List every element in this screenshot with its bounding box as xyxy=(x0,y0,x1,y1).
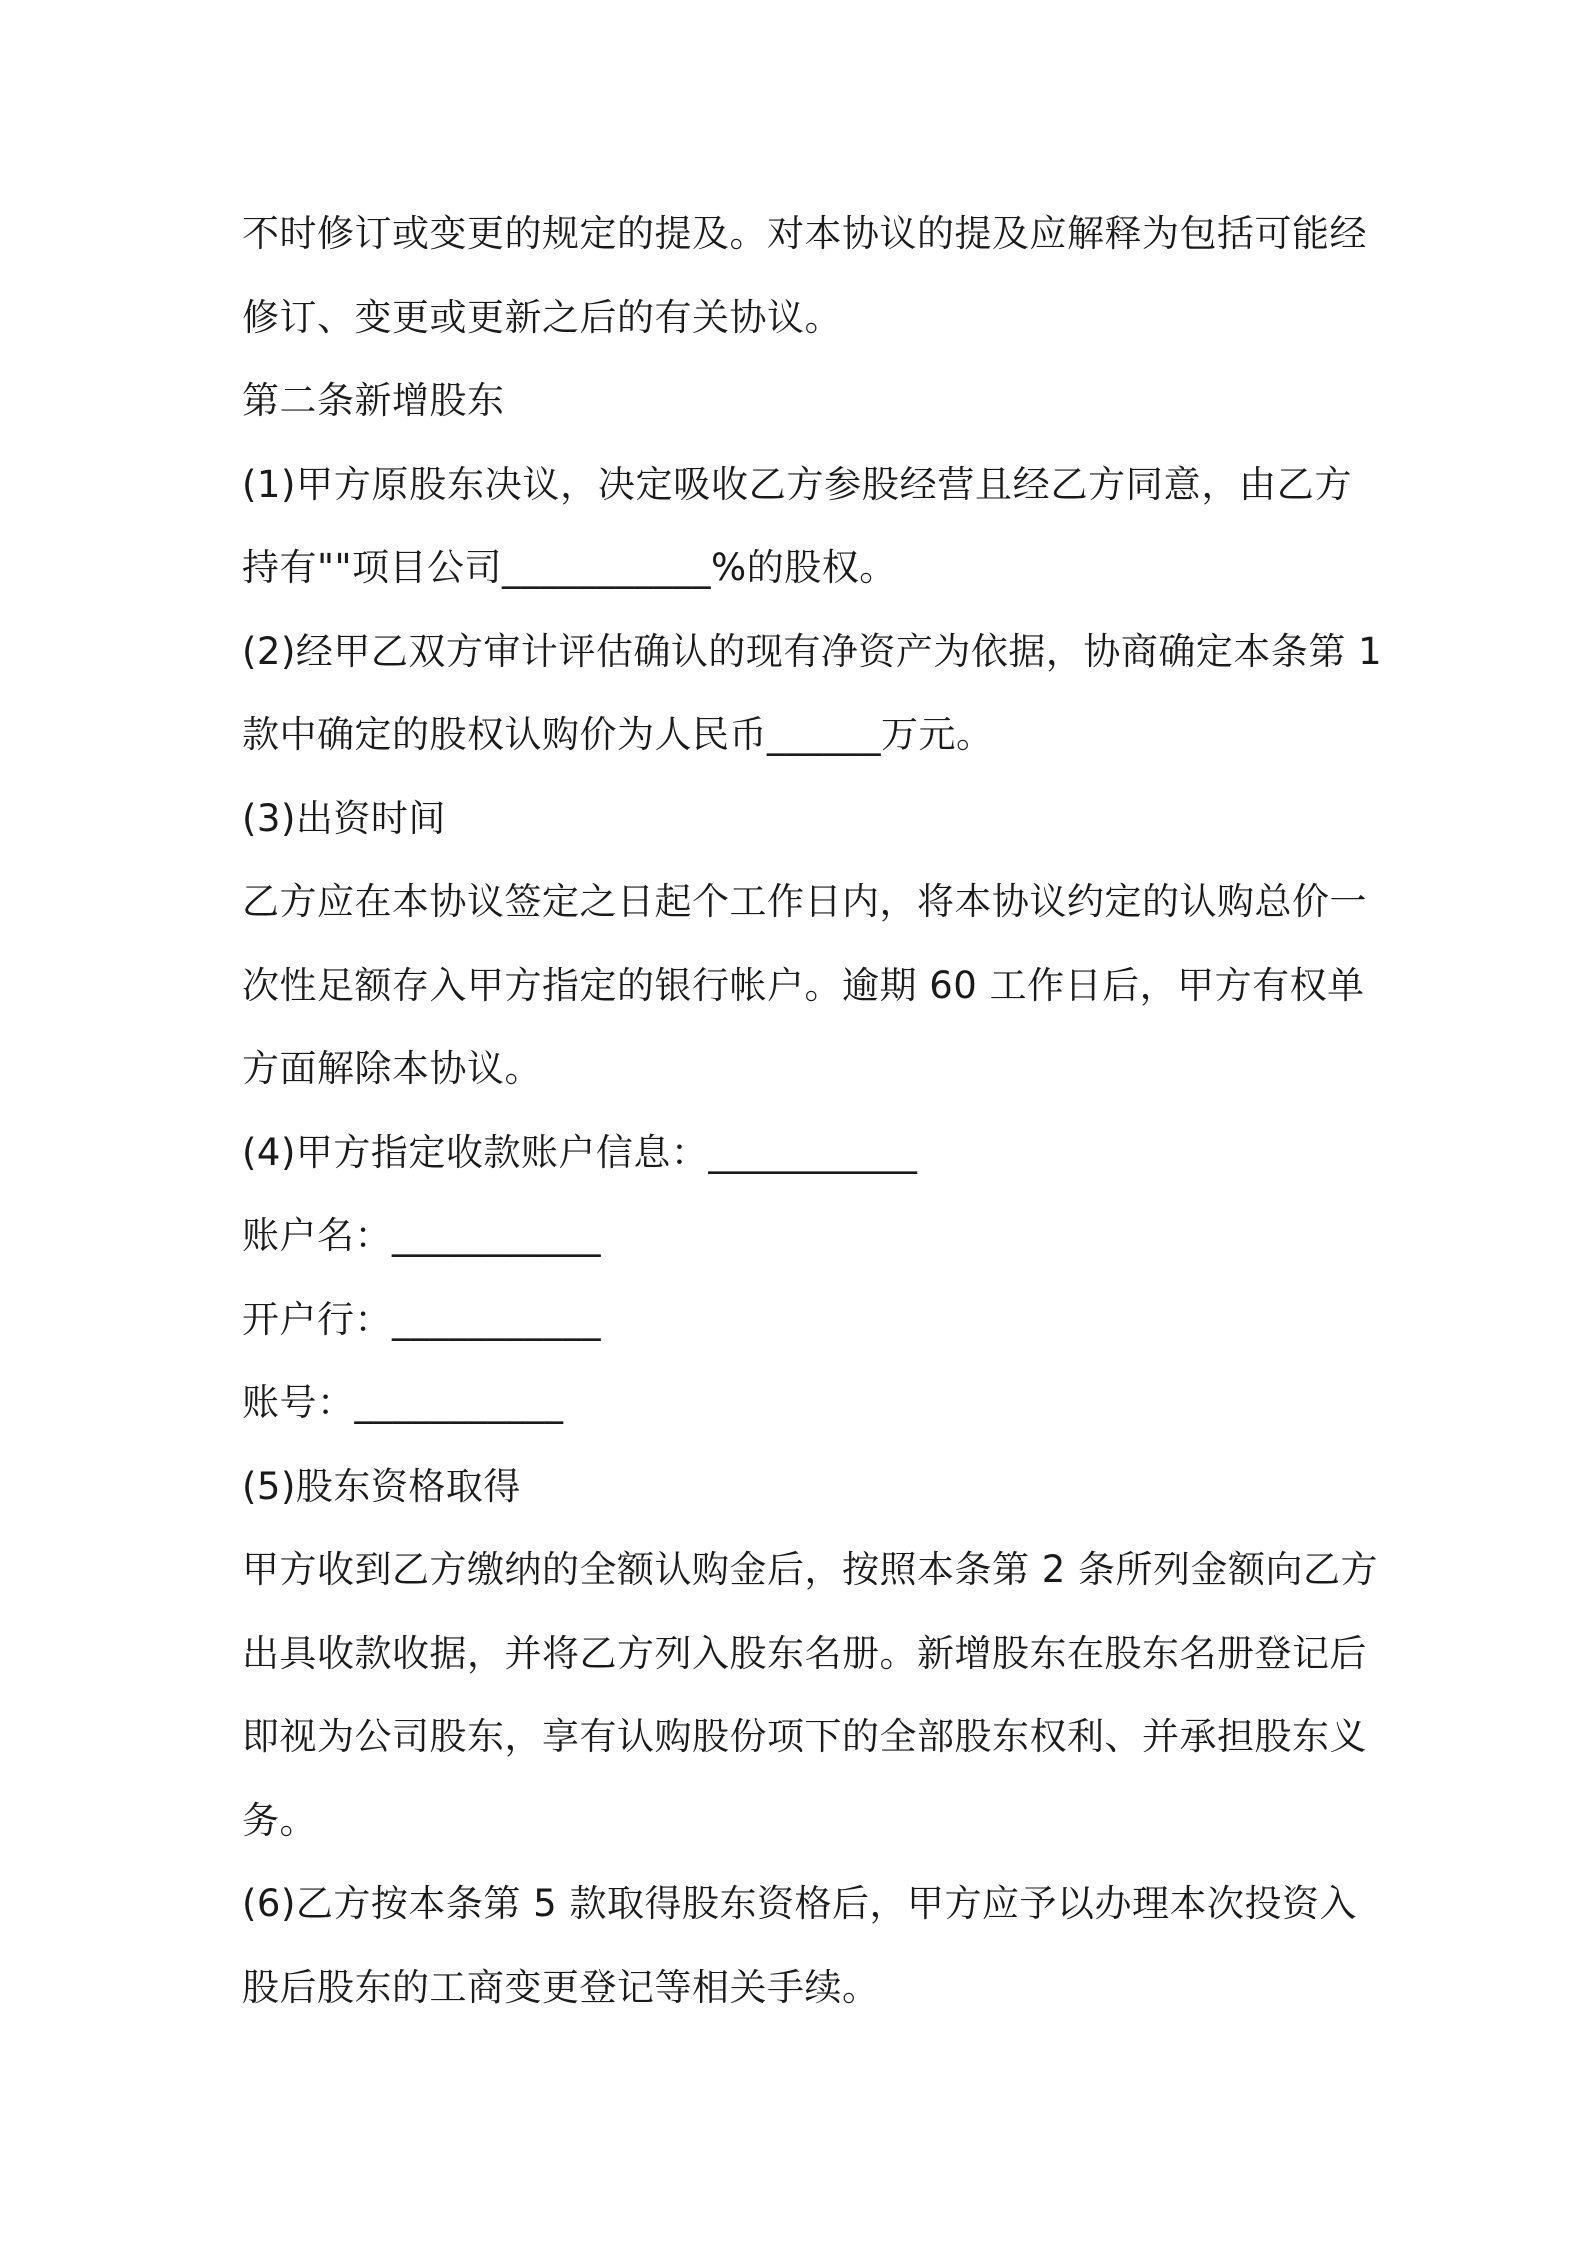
paragraph-line: 方面解除本协议。 xyxy=(242,1047,542,1090)
subsection-heading: (5)股东资格取得 xyxy=(242,1464,521,1508)
paragraph-line: 甲方收到乙方缴纳的全额认购金后，按照本条第 2 条所列金额向乙方 xyxy=(242,1548,1379,1591)
paragraph-line: 出具收款收据，并将乙方列入股东名册。新增股东在股东名册登记后 xyxy=(242,1631,1367,1675)
bank-field: 开户行：___________ xyxy=(242,1297,601,1341)
account-number-field: 账号：___________ xyxy=(242,1381,564,1424)
paragraph-line: 即视为公司股东，享有认购股份项下的全部股东权利、并承担股东义 xyxy=(242,1715,1367,1758)
paragraph-line: 务。 xyxy=(242,1798,317,1842)
paragraph-line: (1)甲方原股东决议，决定吸收乙方参股经营且经乙方同意，由乙方 xyxy=(242,462,1352,506)
paragraph-line: 持有""项目公司___________%的股权。 xyxy=(242,546,897,589)
paragraph-line: 股后股东的工商变更登记等相关手续。 xyxy=(242,1965,880,2009)
paragraph-line: (6)乙方按本条第 5 款取得股东资格后，甲方应予以办理本次投资入 xyxy=(242,1882,1357,1925)
document-body xyxy=(242,192,1383,2029)
section-heading: 第二条新增股东 xyxy=(242,379,505,422)
paragraph-line: 款中确定的股权认购价为人民币______万元。 xyxy=(242,713,994,756)
paragraph-line: 修订、变更或更新之后的有关协议。 xyxy=(242,295,842,339)
subsection-heading: (3)出资时间 xyxy=(242,796,446,840)
paragraph-line: 不时修订或变更的规定的提及。对本协议的提及应解释为包括可能经 xyxy=(242,212,1367,255)
paragraph-line: 乙方应在本协议签定之日起个工作日内，将本协议约定的认购总价一 xyxy=(242,880,1367,923)
paragraph-line: (2)经甲乙双方审计评估确认的现有净资产为依据，协商确定本条第 1 xyxy=(242,629,1383,673)
paragraph-line: 次性足额存入甲方指定的银行帐户。逾期 60 工作日后，甲方有权单 xyxy=(242,963,1365,1007)
account-name-field: 账户名：___________ xyxy=(242,1214,601,1257)
account-info-label: (4)甲方指定收款账户信息：___________ xyxy=(242,1130,918,1174)
